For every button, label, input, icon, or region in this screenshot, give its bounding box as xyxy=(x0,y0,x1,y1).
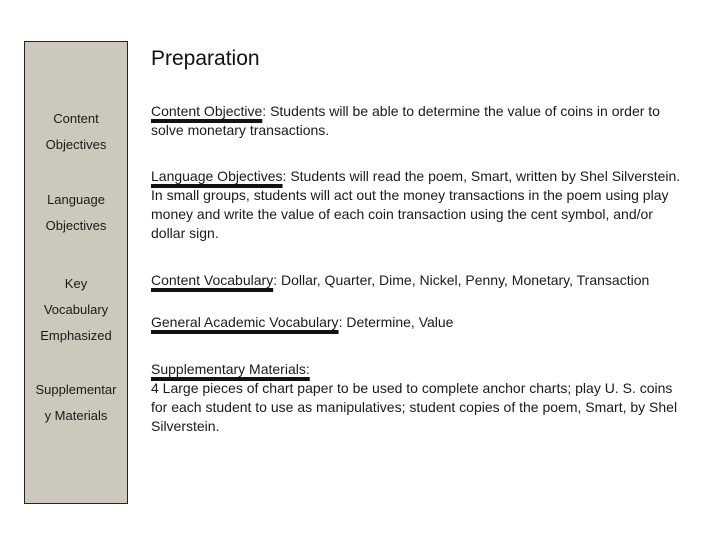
sidebar-label-line: Objectives xyxy=(45,218,107,233)
sidebar-label-supplementary-materials xyxy=(25,377,127,429)
sidebar-label-line: y Materials xyxy=(44,408,108,423)
sidebar-label-content-objectives xyxy=(25,106,127,158)
sidebar-label-line: Emphasized xyxy=(40,328,112,343)
academic-vocabulary-block xyxy=(151,313,691,332)
page-title: Preparation xyxy=(151,47,260,70)
language-objectives-block xyxy=(151,167,691,243)
sidebar-label-line: Supplementar xyxy=(35,382,117,397)
academic-vocabulary-heading: General Academic Vocabulary xyxy=(151,314,339,330)
sidebar-label-key-vocabulary xyxy=(25,271,127,349)
sidebar-label-line: Content xyxy=(53,111,99,126)
content-vocabulary-block xyxy=(151,271,691,290)
content-objective-block xyxy=(151,102,691,140)
sidebar-label-line: Language xyxy=(47,192,105,207)
content-vocabulary-heading: Content Vocabulary xyxy=(151,272,274,288)
content-objective-text: : Students will be able to determine the value of coins in order to solve monetary transactions. xyxy=(151,103,660,138)
left-sidebar xyxy=(24,41,128,504)
supplementary-materials-block xyxy=(151,360,691,436)
sidebar-label-line: Key xyxy=(64,276,88,291)
content-objective-heading: Content Objective xyxy=(151,103,263,119)
content-vocabulary-text: : Dollar, Quarter, Dime, Nickel, Penny, Monetary, Transaction xyxy=(273,272,650,288)
supplementary-materials-heading: Supplementary Materials: xyxy=(151,361,310,377)
sidebar-label-line: Objectives xyxy=(45,137,107,152)
supplementary-materials-text: 4 Large pieces of chart paper to be used to complete anchor charts; play U. S. coins for each student to use as manipulatives; student copies of the poem, Smart, by Shel Silverstein. xyxy=(151,380,678,434)
language-objectives-heading: Language Objectives xyxy=(151,168,283,184)
academic-vocabulary-text: : Determine, Value xyxy=(338,314,454,330)
language-objectives-text: : Students will read the poem, Smart, written by Shel Silverstein. In small groups, students will act out the money transactions in the poem using play money and write the value of each coin transaction using the cent symbol, and/or dollar sign. xyxy=(151,168,681,241)
sidebar-label-line: Vocabulary xyxy=(43,302,109,317)
sidebar-label-language-objectives xyxy=(25,187,127,239)
